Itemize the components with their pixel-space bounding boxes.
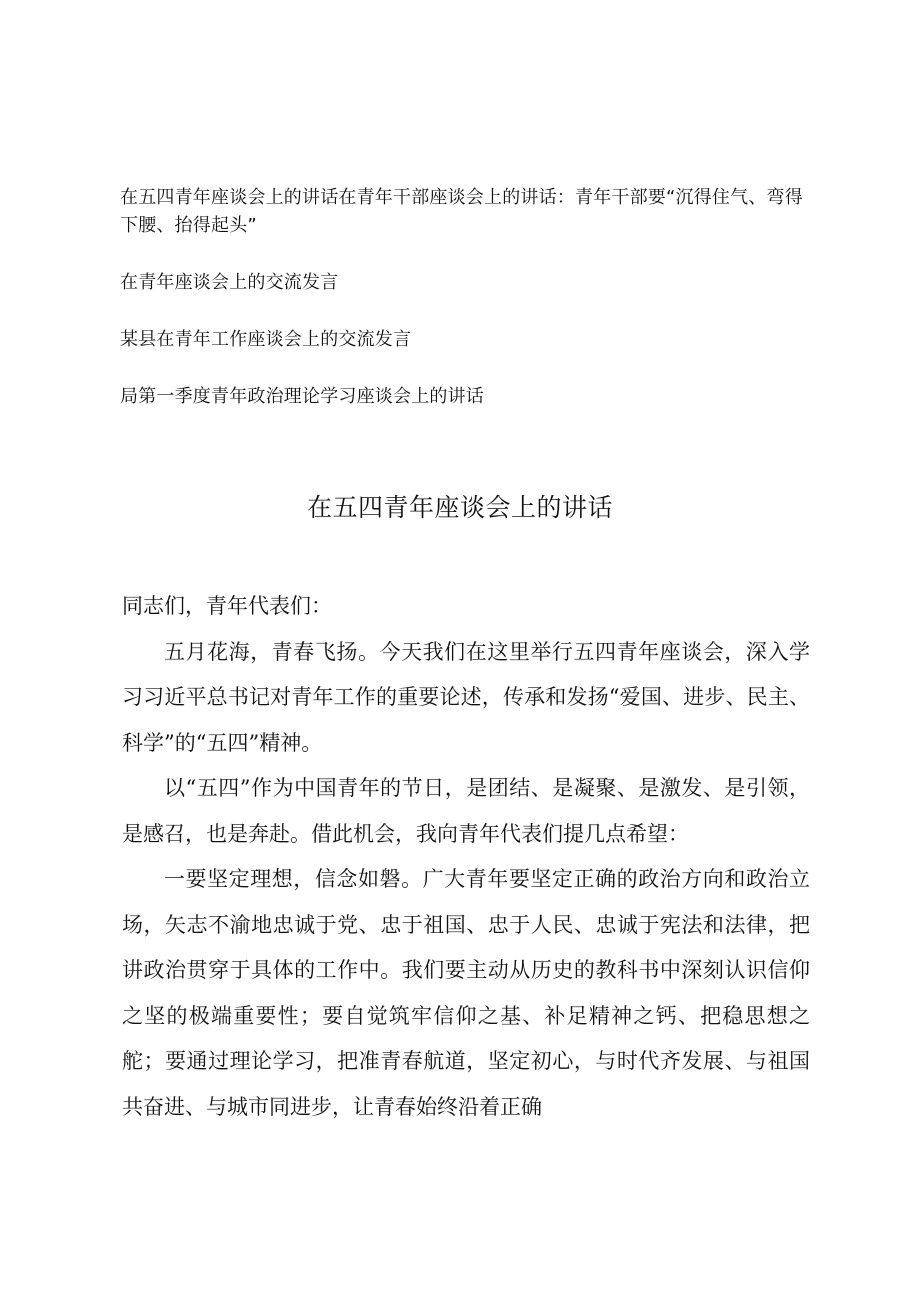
paragraph-3: 一要坚定理想，信念如磐。广大青年要坚定正确的政治方向和政治立场，矢志不渝地忠诚于党、忠于祖国、忠于人民、忠诚于宪法和法律，把讲政治贯穿于具体的工作中。我们要主动从历史的教科书中深刻认识信仰之坚的极端重要性；要自觉筑牢信仰之基、补足精神之钙、把稳思想之舵；要通过理论学习，把准青春航道，坚定初心，与时代齐发展、与祖国共奋进、与城市同进步，让青春始终沿着正确	[122, 867, 810, 1119]
paragraph-1: 五月花海，青春飞扬。今天我们在这里举行五四青年座谈会，深入学习习近平总书记对青年工作的重要论述，传承和发扬“爱国、进步、民主、科学”的“五四”精神。	[122, 639, 810, 755]
toc-item-2: 在青年座谈会上的交流发言	[120, 272, 339, 293]
toc-item-1: 在五四青年座谈会上的讲话在青年干部座谈会上的讲话：青年干部要“沉得住气、弯得下腰、抬得起头”	[120, 187, 803, 236]
paragraph-2: 以“五四”作为中国青年的节日，是团结、是凝聚、是激发、是引领，是感召，也是奔赴。借此机会，我向青年代表们提几点希望：	[122, 776, 810, 846]
toc-item-4: 局第一季度青年政治理论学习座谈会上的讲话	[120, 386, 484, 407]
salutation: 同志们，青年代表们：	[122, 594, 332, 618]
toc-item-3: 某县在青年工作座谈会上的交流发言	[120, 329, 412, 350]
document-title: 在五四青年座谈会上的讲话	[306, 493, 613, 522]
document-body	[122, 584, 810, 1130]
table-of-contents	[120, 184, 810, 440]
